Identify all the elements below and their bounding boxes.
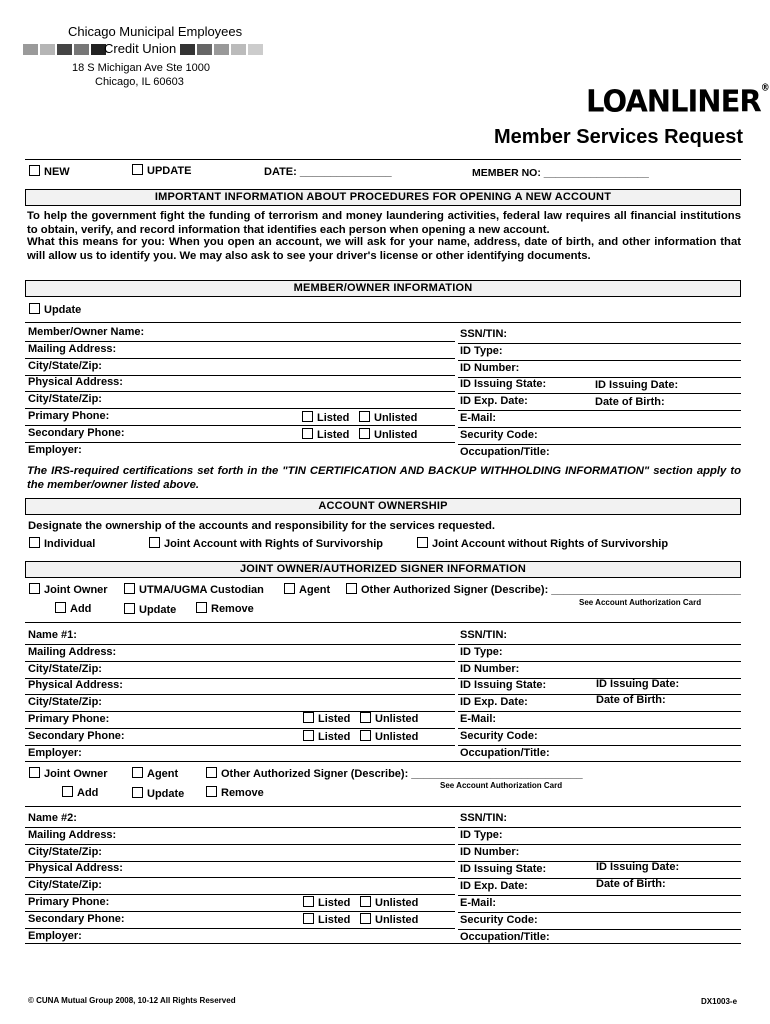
- j1-secondary-unlisted-checkbox[interactable]: Unlisted: [360, 730, 418, 743]
- field-label[interactable]: E-Mail:: [460, 897, 497, 909]
- j1-secondary-listed-checkbox[interactable]: Listed: [303, 730, 350, 743]
- field-label[interactable]: Occupation/Title:: [460, 746, 550, 759]
- field-underline: [458, 711, 741, 712]
- joint-owner-checkbox-1[interactable]: Joint Owner: [29, 583, 108, 596]
- field-label[interactable]: SSN/TIN:: [460, 629, 508, 641]
- individual-checkbox[interactable]: Individual: [29, 537, 95, 550]
- member-update-checkbox[interactable]: Update: [29, 303, 81, 316]
- field-label[interactable]: ID Number:: [460, 662, 520, 675]
- credit-union-address-line1: 18 S Michigan Ave Ste 1000: [72, 62, 211, 74]
- important-para-1: To help the government fight the funding of terrorism and money laundering activities, federal law requires all financial institutions to obtain, verify, and record information that identifies each person when opening a new account.: [27, 210, 741, 236]
- field-label[interactable]: Security Code:: [460, 428, 538, 441]
- joint-heading: JOINT OWNER/AUTHORIZED SIGNER INFORMATION: [25, 561, 741, 578]
- field-label[interactable]: Secondary Phone:: [28, 729, 125, 742]
- field-label[interactable]: ID Type:: [460, 344, 503, 357]
- field-label[interactable]: City/State/Zip:: [28, 879, 102, 892]
- id-issuing-date-label: ID Issuing Date:: [595, 379, 679, 391]
- credit-union-name-line1: Chicago Municipal Employees: [68, 24, 243, 39]
- update-checkbox-1[interactable]: Update: [124, 603, 176, 616]
- credit-union-address-line2: Chicago, IL 60603: [95, 76, 184, 88]
- j2-id-issuing-date-label: ID Issuing Date:: [596, 861, 680, 873]
- copyright: © CUNA Mutual Group 2008, 10-12 All Rights Reserved: [28, 996, 236, 1005]
- field-label[interactable]: Security Code:: [460, 729, 538, 742]
- field-label[interactable]: E-Mail:: [460, 713, 497, 725]
- remove-checkbox-1[interactable]: Remove: [196, 602, 254, 615]
- j2-secondary-listed-checkbox[interactable]: Listed: [303, 913, 350, 926]
- divider: [25, 622, 741, 623]
- j1-id-issuing-date-label: ID Issuing Date:: [596, 678, 680, 690]
- important-heading: IMPORTANT INFORMATION ABOUT PROCEDURES FOR OPENING A NEW ACCOUNT: [25, 189, 741, 206]
- agent-checkbox-1[interactable]: Agent: [284, 583, 330, 596]
- field-label[interactable]: Primary Phone:: [28, 410, 110, 422]
- divider: [25, 806, 741, 807]
- new-checkbox[interactable]: [29, 165, 70, 178]
- field-label[interactable]: Employer:: [28, 443, 82, 456]
- field-label[interactable]: Primary Phone:: [28, 713, 110, 725]
- agent-checkbox-2[interactable]: Agent: [132, 767, 178, 780]
- date-of-birth-label: Date of Birth:: [595, 396, 665, 408]
- j2-secondary-unlisted-checkbox[interactable]: Unlisted: [360, 913, 418, 926]
- field-label[interactable]: City/State/Zip:: [28, 393, 102, 406]
- field-label[interactable]: ID Issuing State:: [460, 378, 547, 391]
- field-underline: [25, 745, 455, 746]
- j1-primary-listed-checkbox[interactable]: Listed: [303, 712, 350, 725]
- secondary-listed-checkbox[interactable]: Listed: [302, 428, 349, 441]
- j1-date-of-birth-label: Date of Birth:: [596, 694, 666, 706]
- field-label[interactable]: ID Type:: [460, 645, 503, 658]
- field-underline: [458, 844, 741, 845]
- field-label[interactable]: City/State/Zip:: [28, 696, 102, 709]
- field-label[interactable]: ID Number:: [460, 361, 520, 374]
- name1-label: Name #1:: [28, 629, 77, 641]
- field-label[interactable]: Physical Address:: [28, 376, 123, 389]
- field-underline: [458, 895, 741, 896]
- field-label[interactable]: City/State/Zip:: [28, 662, 102, 675]
- field-label[interactable]: ID Number:: [460, 846, 520, 858]
- field-label[interactable]: Employer:: [28, 746, 82, 759]
- utma-checkbox-1[interactable]: UTMA/UGMA Custodian: [124, 583, 264, 596]
- secondary-unlisted-checkbox[interactable]: Unlisted: [359, 428, 417, 441]
- field-underline: [458, 929, 741, 930]
- field-label[interactable]: ID Issuing State:: [460, 863, 547, 875]
- field-label[interactable]: City/State/Zip:: [28, 359, 102, 372]
- credit-union-logo-bar-left: [23, 42, 108, 60]
- divider: [25, 761, 741, 762]
- field-underline: [458, 410, 741, 411]
- field-label[interactable]: Physical Address:: [28, 862, 123, 875]
- field-label[interactable]: SSN/TIN:: [460, 328, 508, 340]
- primary-unlisted-checkbox[interactable]: Unlisted: [359, 411, 417, 424]
- field-underline: [25, 928, 455, 929]
- j1-primary-unlisted-checkbox[interactable]: Unlisted: [360, 712, 418, 725]
- field-label[interactable]: Occupation/Title:: [460, 931, 550, 943]
- member-owner-heading: MEMBER/OWNER INFORMATION: [25, 280, 741, 297]
- loanliner-logo: LOANLINER®: [586, 83, 769, 119]
- field-label[interactable]: ID Exp. Date:: [460, 395, 528, 408]
- remove-checkbox-2[interactable]: Remove: [206, 786, 264, 799]
- other-signer-checkbox-1[interactable]: Other Authorized Signer (Describe): _______________________________: [346, 583, 741, 596]
- credit-union-name-line2: Credit Union: [104, 41, 177, 56]
- field-label[interactable]: SSN/TIN:: [460, 812, 508, 824]
- divider: [25, 159, 741, 160]
- add-checkbox-2[interactable]: Add: [62, 786, 98, 799]
- j2-date-of-birth-label: Date of Birth:: [596, 878, 666, 890]
- field-underline: [458, 912, 741, 913]
- field-label[interactable]: ID Issuing State:: [460, 679, 547, 692]
- field-label[interactable]: Primary Phone:: [28, 896, 110, 908]
- credit-union-logo-bar-right: [180, 42, 265, 60]
- update-checkbox[interactable]: [132, 164, 191, 177]
- update-label: UPDATE: [147, 165, 192, 177]
- field-label[interactable]: Member/Owner Name:: [28, 326, 145, 338]
- ownership-designate: Designate the ownership of the accounts and responsibility for the services requested.: [28, 520, 496, 532]
- j2-primary-listed-checkbox[interactable]: Listed: [303, 896, 350, 909]
- field-label[interactable]: Occupation/Title:: [460, 445, 550, 458]
- j2-primary-unlisted-checkbox[interactable]: Unlisted: [360, 896, 418, 909]
- new-label: NEW: [44, 166, 70, 178]
- field-label[interactable]: ID Type:: [460, 829, 503, 841]
- joint-no-rights-checkbox[interactable]: Joint Account without Rights of Survivorship: [417, 537, 668, 550]
- divider: [25, 322, 741, 323]
- field-underline: [458, 827, 741, 828]
- divider: [25, 943, 741, 944]
- field-label[interactable]: ID Exp. Date:: [460, 880, 528, 892]
- other-signer-checkbox-2[interactable]: Other Authorized Signer (Describe): ____________________________: [206, 767, 583, 780]
- field-label[interactable]: Mailing Address:: [28, 828, 117, 841]
- irs-note: The IRS-required certifications set forth in the "TIN CERTIFICATION AND BACKUP WITHHOLDING INFORMATION" section apply to the member/owner listed above.: [27, 465, 741, 491]
- field-label[interactable]: Secondary Phone:: [28, 912, 125, 925]
- field-label[interactable]: Mailing Address:: [28, 645, 117, 658]
- name2-label: Name #2:: [28, 812, 77, 824]
- field-label[interactable]: Security Code:: [460, 914, 538, 926]
- ownership-heading: ACCOUNT OWNERSHIP: [25, 498, 741, 515]
- member-no-field[interactable]: MEMBER NO: __________________: [472, 167, 649, 179]
- joint-owner-checkbox-2[interactable]: Joint Owner: [29, 767, 108, 780]
- see-card-note-2: See Account Authorization Card: [440, 781, 563, 790]
- field-label[interactable]: Physical Address:: [28, 679, 123, 692]
- add-checkbox-1[interactable]: Add: [55, 602, 91, 615]
- field-label[interactable]: Mailing Address:: [28, 342, 117, 355]
- form-title: Member Services Request: [494, 126, 744, 148]
- update-checkbox-2[interactable]: Update: [132, 787, 184, 800]
- field-label[interactable]: City/State/Zip:: [28, 845, 102, 858]
- joint-rights-checkbox[interactable]: Joint Account with Rights of Survivorship: [149, 537, 383, 550]
- field-label[interactable]: Secondary Phone:: [28, 426, 125, 439]
- important-para-2: What this means for you: When you open an account, we will ask for your name, address, date of birth, and other information that will allow us to identify you. We may also ask to see your driver's license or other identifying documents.: [27, 236, 741, 262]
- see-card-note-1: See Account Authorization Card: [579, 598, 702, 607]
- primary-listed-checkbox[interactable]: Listed: [302, 411, 349, 424]
- form-number: DX1003-e: [701, 997, 738, 1006]
- field-label[interactable]: Employer:: [28, 929, 82, 942]
- field-label[interactable]: ID Exp. Date:: [460, 696, 528, 709]
- field-underline: [25, 442, 455, 443]
- date-field[interactable]: DATE: _______________: [264, 166, 392, 178]
- field-label[interactable]: E-Mail:: [460, 412, 497, 424]
